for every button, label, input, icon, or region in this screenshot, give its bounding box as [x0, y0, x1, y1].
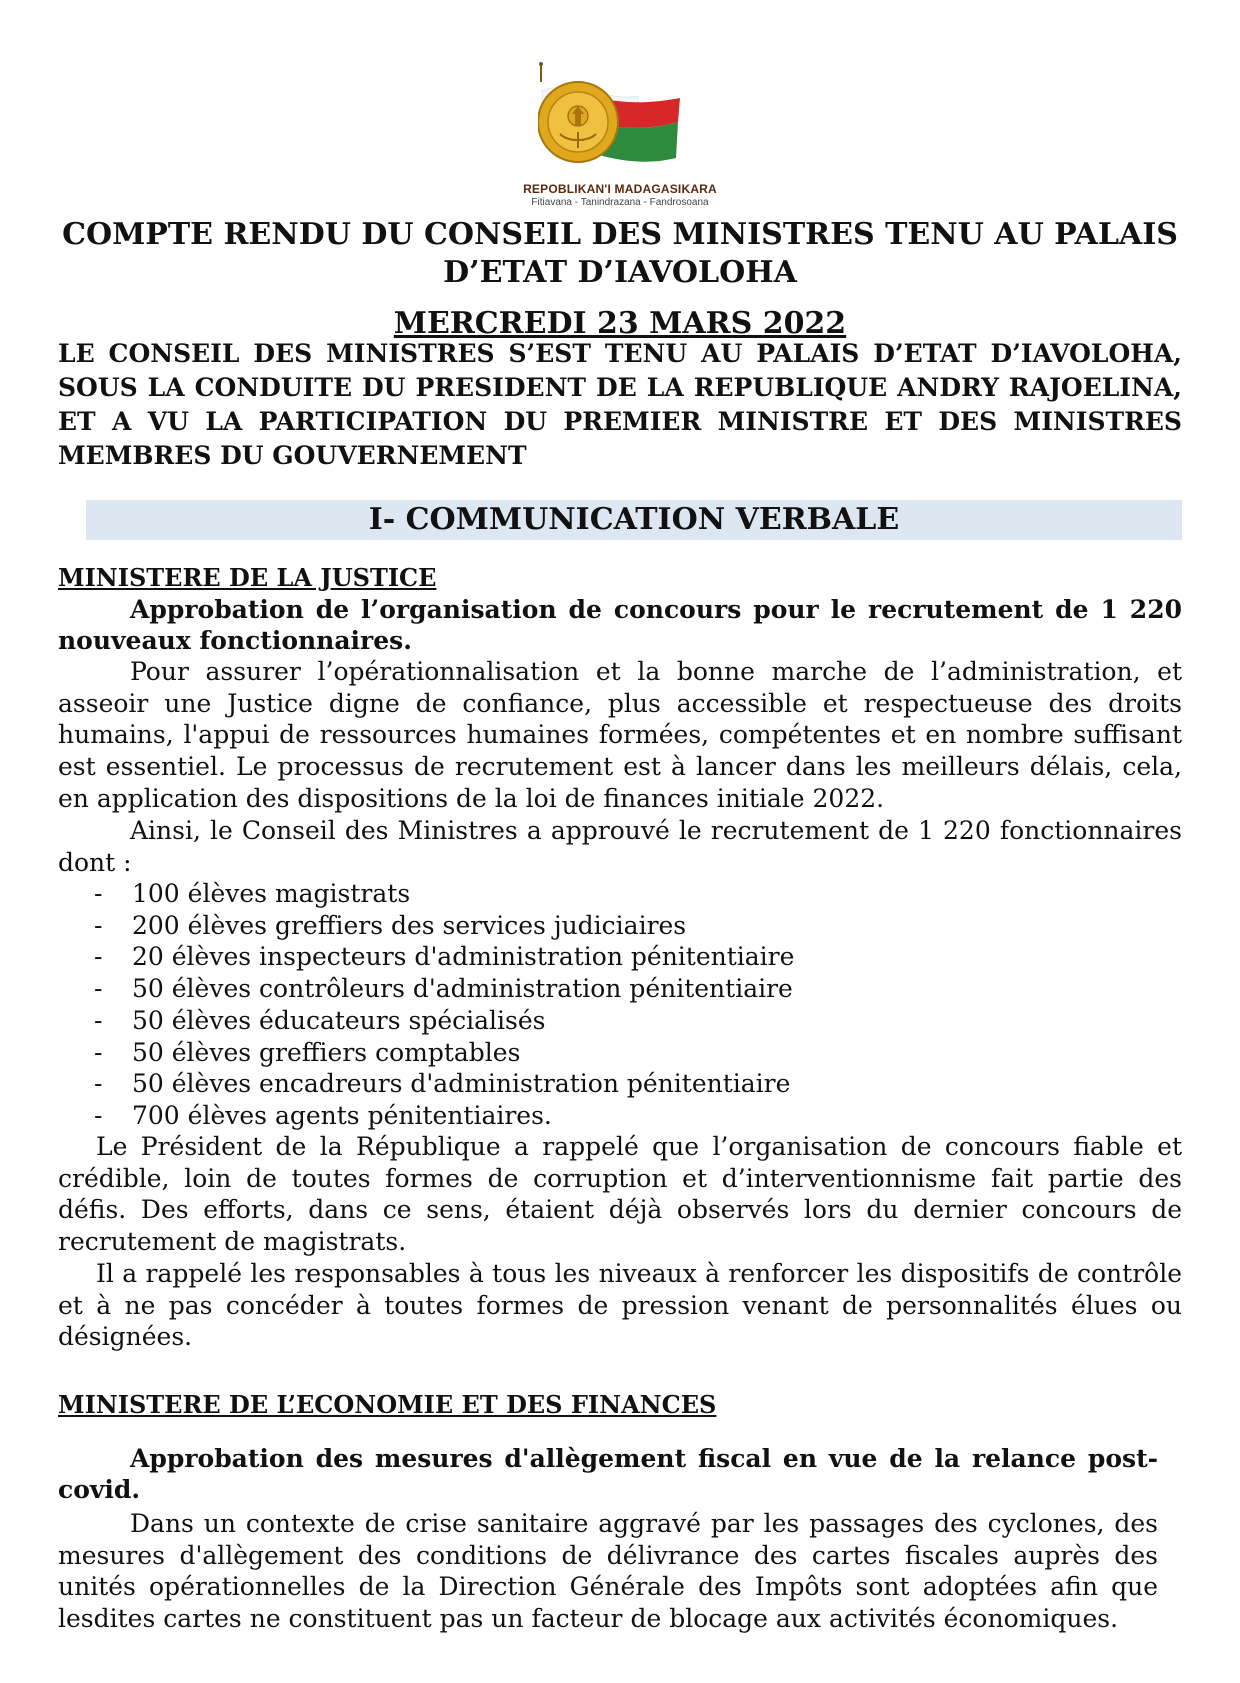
list-item: - 50 élèves éducateurs spécialisés — [94, 1005, 546, 1035]
list-item: - 100 élèves magistrats — [94, 879, 411, 908]
economy-paragraph-1: Dans un contexte de crise sanitaire aggravé par les passages des cyclones, des mesures d'allègement des conditions de délivrance des cartes fiscales auprès des unités opérationnelles de la Direction Générale des Impôts sont adoptées afin que lesdites cartes ne constituent pas un facteur de blocage aux activités économiques. — [58, 1509, 1158, 1634]
list-item: - 200 élèves greffiers des services judiciaires — [94, 910, 687, 940]
intro-paragraph: LE CONSEIL DES MINISTRES S’EST TENU AU PALAIS D’ETAT D’IAVOLOHA, SOUS LA CONDUITE DU PRESIDENT DE LA REPUBLIQUE ANDRY RAJOELINA, ET A VU LA PARTICIPATION DU PREMIER MINISTRE ET DES MINISTRES MEMBRES DU GOUVERNEMENT — [58, 339, 1182, 470]
list-item: - 50 élèves encadreurs d'administration pénitentiaire — [94, 1069, 791, 1099]
list-item: - 700 élèves agents pénitentiaires. — [94, 1100, 552, 1130]
list-item: - 50 élèves contrôleurs d'administration pénitentiaire — [94, 974, 793, 1004]
ministry-economy-title: MINISTERE DE L’ECONOMIE ET DES FINANCES — [58, 1390, 717, 1419]
justice-paragraph-2: Ainsi, le Conseil des Ministres a approuvé le recrutement de 1 220 fonctionnaires dont : — [58, 816, 1182, 877]
justice-heading: Approbation de l’organisation de concours pour le recrutement de 1 220 nouveaux fonctionnaires. — [58, 595, 1182, 655]
seal-and-flag-icon — [538, 62, 688, 174]
justice-paragraph-1: Pour assurer l’opérationnalisation et la bonne marche de l’administration, et asseoir une Justice digne de confiance, plus accessible et respectueuse des droits humains, l'appui de ressources humaines formées, compétentes et en nombre suffisant est essentiel. Le processus de recrutement est à lancer dans les meilleurs délais, cela, en application des dispositions de la loi de finances initiale 2022. — [58, 657, 1182, 813]
justice-paragraph-3: Le Président de la République a rappelé que l’organisation de concours fiable et crédible, loin de toutes formes de corruption et d’interventionnisme fait partie des défis. Des efforts, dans ce sens, étaient déjà observés lors du dernier concours de recrutement de magistrats. — [58, 1132, 1182, 1257]
document-title: COMPTE RENDU DU CONSEIL DES MINISTRES TENU AU PALAIS D’ETAT D’IAVOLOHA — [62, 217, 1178, 290]
economy-heading: Approbation des mesures d'allègement fiscal en vue de la relance post-covid. — [58, 1444, 1158, 1504]
section-heading: I- COMMUNICATION VERBALE — [86, 500, 1182, 540]
ministry-justice-title: MINISTERE DE LA JUSTICE — [58, 563, 437, 592]
republic-name: REPOBLIKAN'I MADAGASIKARA — [523, 182, 717, 196]
list-item: - 50 élèves greffiers comptables — [94, 1037, 521, 1067]
justice-paragraph-4: Il a rappelé les responsables à tous les niveaux à renforcer les dispositifs de contrôle et à ne pas concéder à toutes formes de pression venant de personnalités élues ou désignées. — [58, 1259, 1182, 1352]
republic-motto: Fitiavana - Tanindrazana - Fandrosoana — [531, 197, 709, 208]
document-date: MERCREDI 23 MARS 2022 — [393, 306, 847, 341]
list-item: - 20 élèves inspecteurs d'administration pénitentiaire — [94, 942, 795, 972]
republic-emblem — [500, 62, 740, 212]
recruitment-list — [58, 878, 1182, 1132]
